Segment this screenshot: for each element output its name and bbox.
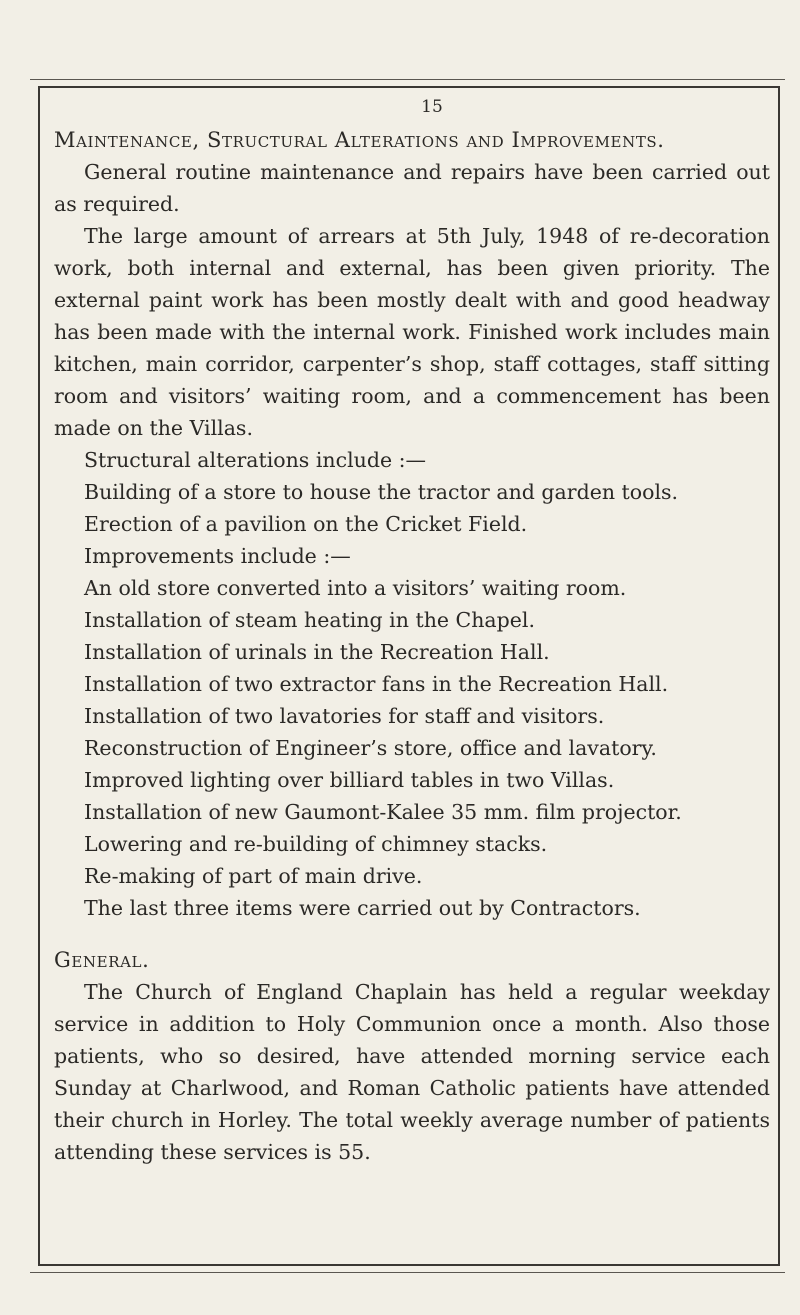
- list-item: Building of a store to house the tractor and garden tools.: [84, 480, 679, 504]
- list-item: Installation of two extractor fans in the Recreation Hall.: [84, 672, 669, 696]
- structural-list: [54, 476, 770, 540]
- section-gap: [54, 924, 770, 944]
- maintenance-section: [54, 124, 770, 924]
- list-item: Erection of a pavilion on the Cricket Field.: [84, 512, 528, 536]
- general-heading: General.: [54, 948, 150, 972]
- maintenance-paragraph-1: General routine maintenance and repairs have been carried out as required.: [54, 160, 770, 216]
- page-content: [54, 96, 770, 1168]
- page-number: 15: [421, 97, 443, 117]
- general-section: [54, 944, 770, 1168]
- contractors-note: The last three items were carried out by Contractors.: [84, 896, 641, 920]
- general-paragraph-1: The Church of England Chaplain has held a regular weekday service in addition to Holy Communion once a month. Also those patients, who so desired, have attended morning service each Sunday at Charlwood, and Roman Catholic patients have attended their church in Horley. The total weekly average number of patients attending these services is 55.: [54, 980, 770, 1164]
- frame-top-rule: [30, 79, 785, 81]
- list-item: Lowering and re-building of chimney stacks.: [84, 832, 548, 856]
- maintenance-paragraph-2: The large amount of arrears at 5th July, 1948 of re-decoration work, both internal and external, has been given priority. The external paint work has been mostly dealt with and good headway has been made with the internal work. Finished work includes main kitchen, main corridor, carpenter’s shop, staff cottages, staff sitting room and visitors’ waiting room, and a commencement has been made on the Villas.: [54, 224, 770, 440]
- list-item: Improved lighting over billiard tables in two Villas.: [84, 768, 615, 792]
- improvements-intro: Improvements include :—: [84, 544, 351, 568]
- list-item: An old store converted into a visitors’ waiting room.: [84, 576, 627, 600]
- list-item: Installation of urinals in the Recreation Hall.: [84, 640, 550, 664]
- maintenance-heading: Maintenance, Structural Alterations and Improvements.: [54, 128, 665, 152]
- improvements-list: [54, 572, 770, 892]
- list-item: Reconstruction of Engineer’s store, office and lavatory.: [84, 736, 657, 760]
- structural-intro: Structural alterations include :—: [84, 448, 427, 472]
- list-item: Installation of new Gaumont-Kalee 35 mm. film projector.: [84, 800, 682, 824]
- list-item: Installation of two lavatories for staff and visitors.: [84, 704, 605, 728]
- list-item: Re-making of part of main drive.: [84, 864, 423, 888]
- list-item: Installation of steam heating in the Chapel.: [84, 608, 535, 632]
- frame-bottom-rule: [30, 1272, 785, 1274]
